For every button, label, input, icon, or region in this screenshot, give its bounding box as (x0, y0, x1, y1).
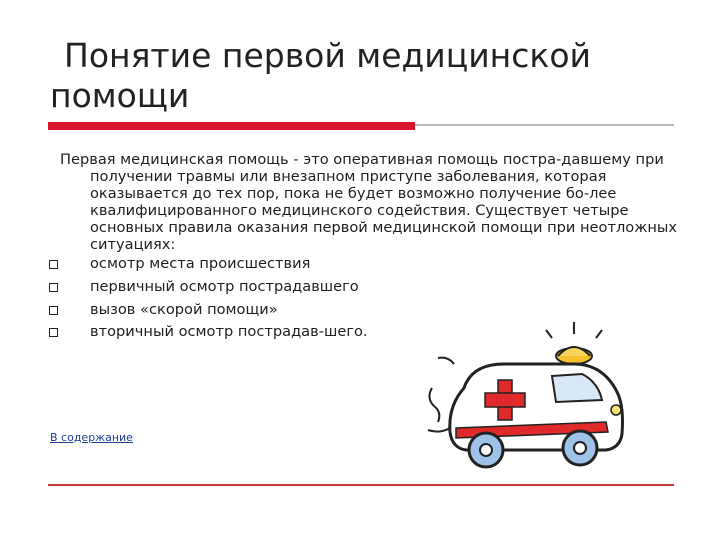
slide-body (60, 152, 680, 344)
square-bullet-icon (49, 283, 58, 292)
square-bullet-icon (49, 306, 58, 315)
list-item-text: вторичный осмотр пострадав-шего. (90, 323, 368, 341)
table-of-contents-link[interactable]: В содержание (50, 431, 133, 444)
slide-title (50, 36, 670, 116)
list-item (60, 253, 680, 276)
square-bullet-icon (49, 328, 58, 337)
list-item-text: вызов «скорой помощи» (90, 300, 278, 318)
ambulance-clipart-icon (424, 318, 630, 474)
list-item-text: первичный осмотр пострадавшего (90, 278, 359, 296)
square-bullet-icon (49, 260, 58, 269)
intro-paragraph: Первая медицинская помощь - это оперативная помощь постра-давшему при получении травмы или внезапном приступе заболевания, которая оказывается до тех пор, пока не будет возможно получение бо-лее квалифицированного медицинского содействия. Существует четыре основных правила оказания первой медицинской помощи при неотложных ситуациях: (60, 151, 678, 253)
slide-title-text: Понятие первой медицинской помощи (50, 36, 591, 115)
list-item-text: осмотр места происшествия (90, 255, 311, 273)
title-accent-bar (48, 122, 415, 130)
footer-divider (48, 484, 674, 486)
list-item (60, 276, 680, 299)
